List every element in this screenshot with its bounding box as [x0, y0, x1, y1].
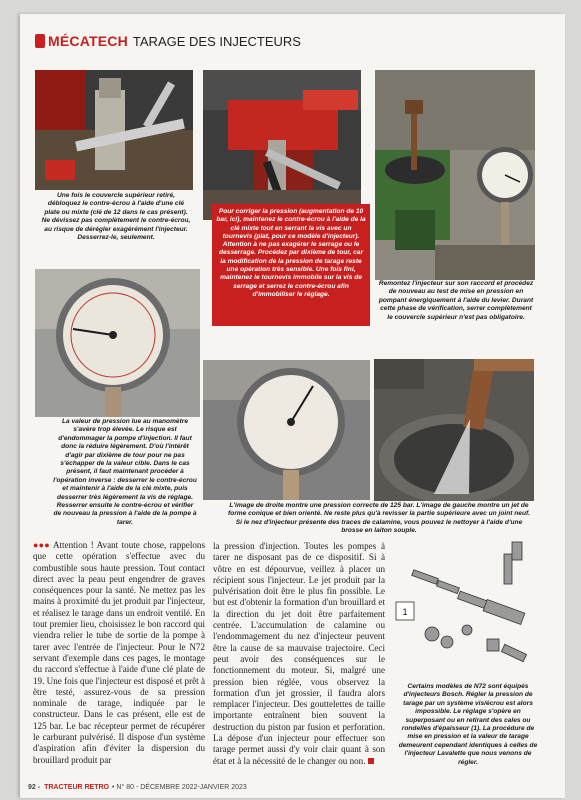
caption-bosch-injectors: Certains modèles de N72 sont équipés d'injecteurs Bosch. Régler la pression de tarage par un système vis/écrou est alors impossible. Le réglage s'opère en superposant ou en retirant des cales ou rondelles d'épaisseur (1). La procédure de mise en pression et la valeur de tarage demeurent cependant identiques à celles de l'injecteur Lavalette que nous venons de régler.	[398, 683, 538, 766]
page-number: 92 -	[28, 784, 41, 791]
body-paragraph-1	[33, 540, 205, 766]
caption-adjust-pressure: Pour corriger la pression (augmentation de 10 bar, ici), maintenez le contre-écrou à l'aide de la clé mixte tout en serrant la vis avec un tournevis (plat, pour ce modèle d'injecteur). Attention à ne pas exagérer le serrage ou le desserrage. Procédez par dixième de tour, car la modification de la pression de tarage reste une opération très sensible. Une fois fini, maintenez le tournevis immobile sur la vis de serrage et serrez le contre-écrou afin d'immobiliser le réglage.	[212, 204, 370, 326]
body-column-2	[213, 541, 385, 767]
photo-vise-screwdriver	[203, 70, 361, 220]
page-footer	[28, 784, 247, 791]
body-paragraph-2	[213, 541, 385, 767]
caption-pressure-too-high: La valeur de pression lue au manomètre s'avère trop élevée. Le risque est d'endommager la pompe d'injection. Il faut donc la réduire légèrement. D'où l'intérêt d'agir par dixième de tour pour ne pas s'échapper de la valeur cible. Dans le cas présent, il faut maintenant procéder à l'opération inverse : desserrer le contre-écrou et maintenir à l'aide de la clé mixte, puis desserrer très légèrement la vis de réglage. Resserrer ensuite le contre-écrou et vérifier de nouveau la pression à l'aide de la pompe à tarer.	[53, 418, 197, 526]
photo-injector-tester	[375, 70, 535, 280]
section-marker-icon	[35, 34, 45, 48]
magazine-name: TRACTEUR RETRO	[44, 784, 110, 791]
article-title: TARAGE DES INJECTEURS	[132, 33, 301, 49]
bosch-injector-diagram	[392, 534, 542, 682]
diagram-callout-1: 1	[402, 607, 408, 617]
magazine-page	[20, 14, 565, 798]
photo-wrench-locknut	[35, 70, 193, 190]
photo-spray-jet	[374, 359, 534, 501]
body-text-2: la pression d'injection. Toutes les pompes à tarer ne disposant pas de ce dispositif. Si à vôtre en est dépourvue, veillez à placer un récipient sous l'injecteur. Le jet produit par la pulvérisation doit être le plus fin possible. Le but est d'obtenir la formation d'un brouillard et la direction du jet doit être parfaitement centrée. L'accumulation de calamine ou l'endommagement du nez d'injecteur peuvent être la cause de sa mauvaise trajectoire. Ceci peut avoir des conséquences sur le fonctionnement du moteur. Si, malgré une pression bien réglée, vous observez la formation d'un jet grossier, il faudra alors remplacer l'injecteur. Des gouttelettes de taille importante entraînent bien souvent la destruction du piston par fusion et perforation. La dépose d'un injecteur pour effectuer son tarage permet aussi d'y voir clair quant à son état et à la nécessité de le changer ou non.	[213, 541, 385, 766]
caption-correct-pressure: L'image de droite montre une pression correcte de 125 bar. L'image de gauche montre un jet de forme conique et bien orienté. Ne reste plus qu'à revisser la partie supérieure avec un joint neuf. Si le nez d'injecteur présente des traces de calamine, vous pouvez le nettoyer à l'aide d'une brosse en laiton souple.	[227, 502, 531, 535]
photo-gauge-too-high	[35, 269, 200, 417]
body-text-1: Attention ! Avant toute chose, rappelons que cette opération s'effectue avec du combustible sous haute pression. Tout contact direct avec la peau peut engendrer de graves conséquences pour la santé. Ne mettez pas les mains à proximité du jet produit par l'injecteur, et réalisez le tarage dans un endroit ventilé. En tout premier lieu, choisissez le bon raccord qui viendra relier le tube de sortie de la pompe à tarer avec l'entrée de l'injecteur. Pour le N72 servant d'exemple dans ces pages, le montage du raccord s'effectue à l'aide d'une clé plate de 19. Une fois que l'injecteur est disposé et prêt à être testé, assurez-vous de sa pression nominale de tarage, indiquée par le constructeur. Dans le cas présent, elle est de 125 bar. Le bac récepteur permet de récupérer le carburant pulvérisé. Il dispose d'un système d'aspiration afin d'éviter la dispersion du brouillard produit par	[33, 540, 205, 765]
caption-loosen-locknut: Une fois le couvercle supérieur retiré, débloquez le contre-écrou à l'aide d'une clé plate ou mixte (clé de 12 dans le cas présent). Ne dévissez pas complètement le contre-écrou, au risque de dérégler exagérément l'injecteur. Desserrez-le, seulement.	[41, 192, 191, 242]
page-header	[35, 32, 301, 50]
photo-gauge-correct	[203, 360, 370, 500]
caption-remount-injector: Remontez l'injecteur sur son raccord et procédez de nouveau au test de mise en pression en pompant énergiquement à l'aide du levier. Durant cette phase de vérification, serrer complètement le couvercle supérieur n'est pas obligatoire.	[378, 280, 534, 321]
section-title: MÉCATECH	[48, 33, 128, 49]
body-column-1	[33, 540, 205, 766]
article-start-marker: ●●●	[33, 540, 50, 550]
issue-info: • N° 80 - DÉCEMBRE 2022-JANVIER 2023	[112, 784, 247, 791]
article-end-marker	[368, 758, 374, 764]
